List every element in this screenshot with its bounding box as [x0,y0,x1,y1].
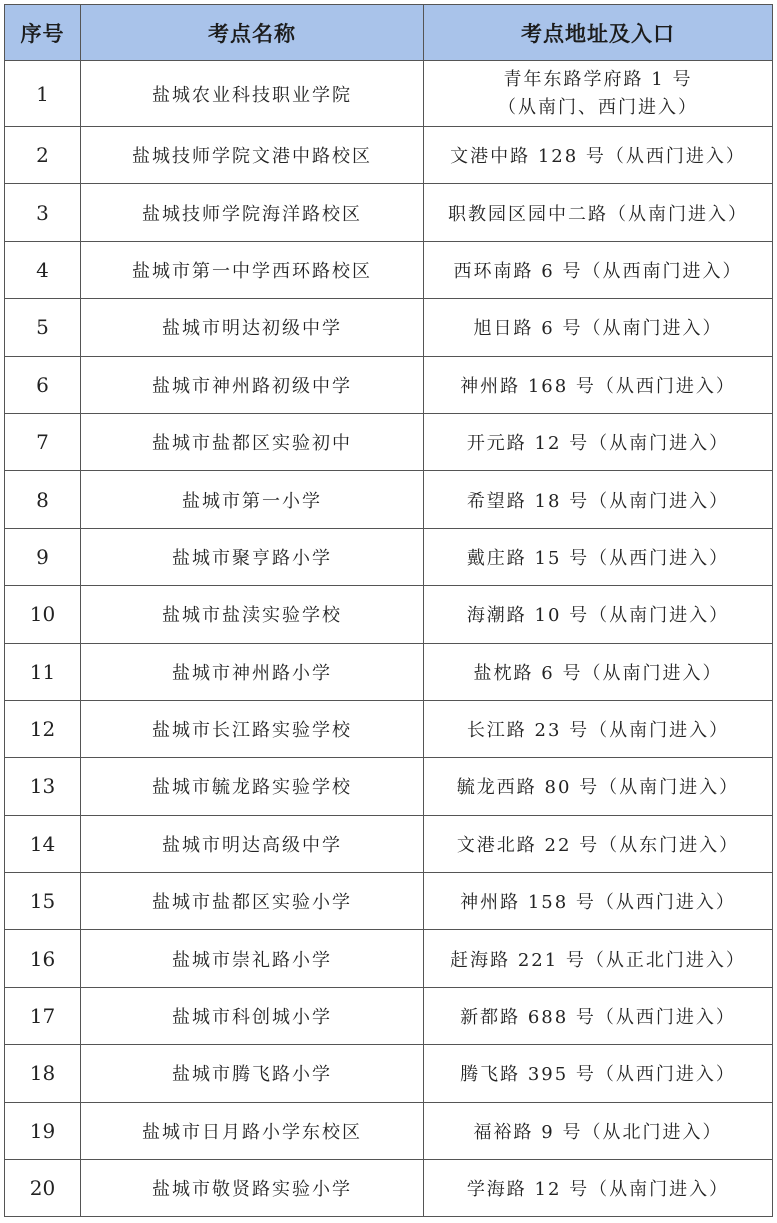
row-number: 9 [5,528,81,585]
site-address: 学海路 12 号（从南门进入） [424,1160,773,1217]
table-row [5,700,773,757]
table-row [5,528,773,585]
site-name: 盐城市盐渎实验学校 [81,586,424,643]
row-number: 7 [5,413,81,470]
exam-site-table-container [4,4,772,1217]
site-name: 盐城市聚亨路小学 [81,528,424,585]
site-name: 盐城市日月路小学东校区 [81,1102,424,1159]
site-address: 西环南路 6 号（从西南门进入） [424,241,773,298]
site-name: 盐城市长江路实验学校 [81,700,424,757]
site-address: 长江路 23 号（从南门进入） [424,700,773,757]
table-row [5,987,773,1044]
table-row [5,471,773,528]
site-address: 福裕路 9 号（从北门进入） [424,1102,773,1159]
table-row [5,758,773,815]
table-row [5,299,773,356]
row-number: 17 [5,987,81,1044]
site-address-line1: 青年东路学府路 1 号 [503,68,693,90]
table-row [5,930,773,987]
site-address: 海潮路 10 号（从南门进入） [424,586,773,643]
site-name: 盐城市神州路小学 [81,643,424,700]
site-address [424,61,773,127]
site-address: 新都路 688 号（从西门进入） [424,987,773,1044]
site-name: 盐城市第一中学西环路校区 [81,241,424,298]
table-row [5,241,773,298]
table-row [5,586,773,643]
site-name: 盐城市腾飞路小学 [81,1045,424,1102]
table-row [5,873,773,930]
row-number: 12 [5,700,81,757]
site-address: 旭日路 6 号（从南门进入） [424,299,773,356]
row-number: 13 [5,758,81,815]
site-name: 盐城市神州路初级中学 [81,356,424,413]
row-number: 20 [5,1160,81,1217]
site-name: 盐城市明达初级中学 [81,299,424,356]
row-number: 3 [5,184,81,241]
site-address: 戴庄路 15 号（从西门进入） [424,528,773,585]
row-number: 18 [5,1045,81,1102]
table-row [5,61,773,127]
site-name: 盐城市崇礼路小学 [81,930,424,987]
table-row [5,1045,773,1102]
row-number: 11 [5,643,81,700]
row-number: 1 [5,61,81,127]
table-header [5,5,773,61]
row-number: 5 [5,299,81,356]
row-number: 19 [5,1102,81,1159]
site-name: 盐城市盐都区实验初中 [81,413,424,470]
site-address: 文港中路 128 号（从西门进入） [424,127,773,184]
site-address: 腾飞路 395 号（从西门进入） [424,1045,773,1102]
row-number: 6 [5,356,81,413]
table-row [5,643,773,700]
site-address: 职教园区园中二路（从南门进入） [424,184,773,241]
site-name: 盐城技师学院文港中路校区 [81,127,424,184]
row-number: 2 [5,127,81,184]
site-address: 开元路 12 号（从南门进入） [424,413,773,470]
table-body [5,61,773,1217]
table-row [5,815,773,872]
row-number: 14 [5,815,81,872]
row-number: 15 [5,873,81,930]
site-address: 神州路 168 号（从西门进入） [424,356,773,413]
site-name: 盐城市明达高级中学 [81,815,424,872]
table-row [5,127,773,184]
site-name: 盐城市盐都区实验小学 [81,873,424,930]
site-name: 盐城市敬贤路实验小学 [81,1160,424,1217]
table-row [5,1102,773,1159]
site-address: 赶海路 221 号（从正北门进入） [424,930,773,987]
row-number: 10 [5,586,81,643]
row-number: 16 [5,930,81,987]
site-name: 盐城市科创城小学 [81,987,424,1044]
table-row [5,413,773,470]
site-address: 盐枕路 6 号（从南门进入） [424,643,773,700]
site-name: 盐城市毓龙路实验学校 [81,758,424,815]
header-site-address: 考点地址及入口 [424,5,773,61]
table-row [5,184,773,241]
site-address: 文港北路 22 号（从东门进入） [424,815,773,872]
header-site-name: 考点名称 [81,5,424,61]
site-name: 盐城技师学院海洋路校区 [81,184,424,241]
site-name: 盐城市第一小学 [81,471,424,528]
table-row [5,356,773,413]
site-name: 盐城农业科技职业学院 [81,61,424,127]
row-number: 4 [5,241,81,298]
row-number: 8 [5,471,81,528]
table-row [5,1160,773,1217]
site-address: 神州路 158 号（从西门进入） [424,873,773,930]
site-address: 希望路 18 号（从南门进入） [424,471,773,528]
site-address: 毓龙西路 80 号（从南门进入） [424,758,773,815]
site-address-line2: （从南门、西门进入） [498,96,698,118]
header-row [5,5,773,61]
exam-site-table [4,4,773,1217]
header-serial-number: 序号 [5,5,81,61]
